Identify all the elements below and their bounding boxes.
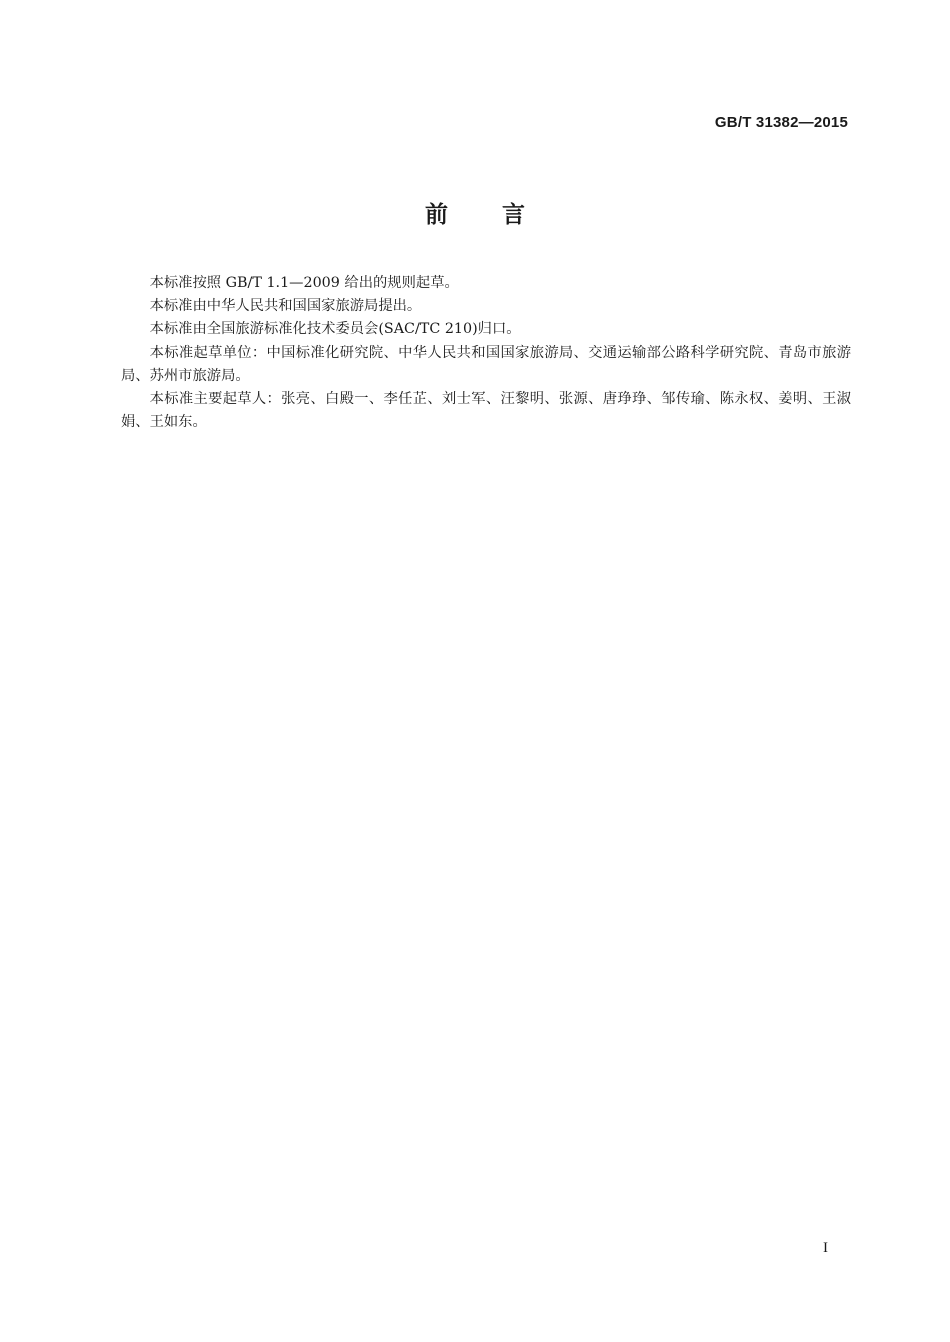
paragraph-drafting-rules: 本标准按照 GB/T 1.1—2009 给出的规则起草。: [149, 275, 459, 291]
paragraph-technical-committee: 本标准由全国旅游标准化技术委员会(SAC/TC 210)归口。: [149, 321, 521, 338]
foreword-body: [121, 272, 851, 434]
page-title: 前言: [425, 202, 579, 228]
paragraph-drafters: 本标准主要起草人：张亮、白殿一、李任芷、刘士军、汪黎明、张源、唐琤琤、邹传瑜、陈永权、姜明、王淑娟、王如东。: [121, 391, 851, 431]
standard-number: GB/T 31382—2015: [714, 114, 848, 131]
page-number: I: [823, 1240, 828, 1256]
paragraph-proposer: 本标准由中华人民共和国国家旅游局提出。: [149, 298, 422, 315]
paragraph-drafting-units: 本标准起草单位：中国标准化研究院、中华人民共和国国家旅游局、交通运输部公路科学研究院、青岛市旅游局、苏州市旅游局。: [121, 344, 851, 384]
